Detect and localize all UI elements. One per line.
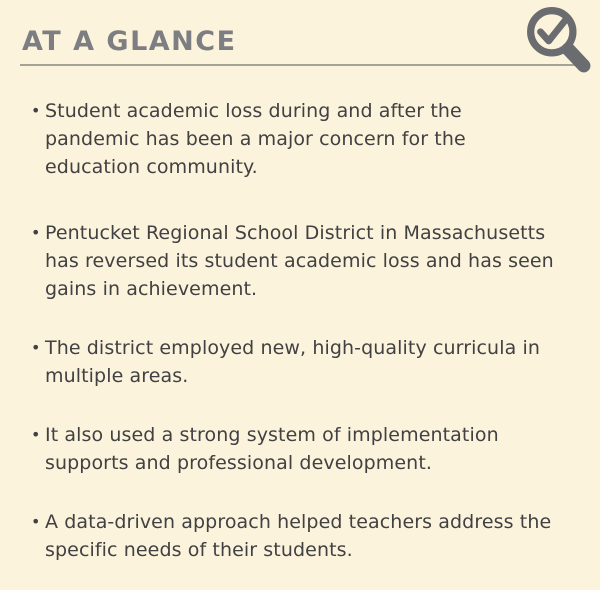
bullet-text: A data-driven approach helped teachers address the specific needs of their students. [45, 511, 552, 561]
list-item [31, 508, 578, 564]
bullet-marker: • [31, 223, 41, 242]
bullet-text: Student academic loss during and after the pandemic has been a major concern for the education community. [45, 100, 466, 178]
bullet-marker: • [31, 338, 41, 357]
page-title: AT A GLANCE [22, 26, 237, 57]
bullet-text: The district employed new, high-quality curricula in multiple areas. [45, 337, 540, 387]
bullet-text: It also used a strong system of implementation supports and professional development. [45, 424, 499, 474]
list-item [31, 334, 578, 390]
bullet-list [22, 66, 578, 564]
bullet-marker: • [31, 425, 41, 444]
bullet-marker: • [31, 101, 41, 120]
glance-header [22, 26, 578, 66]
list-item [31, 219, 578, 303]
bullet-text: Pentucket Regional School District in Massachusetts has reversed its student academic loss and has seen gains in achievement. [45, 222, 554, 300]
list-item [31, 421, 578, 477]
bullet-marker: • [31, 512, 41, 531]
magnifier-check-icon [525, 7, 593, 75]
list-item [31, 97, 578, 181]
header-divider [20, 64, 575, 66]
